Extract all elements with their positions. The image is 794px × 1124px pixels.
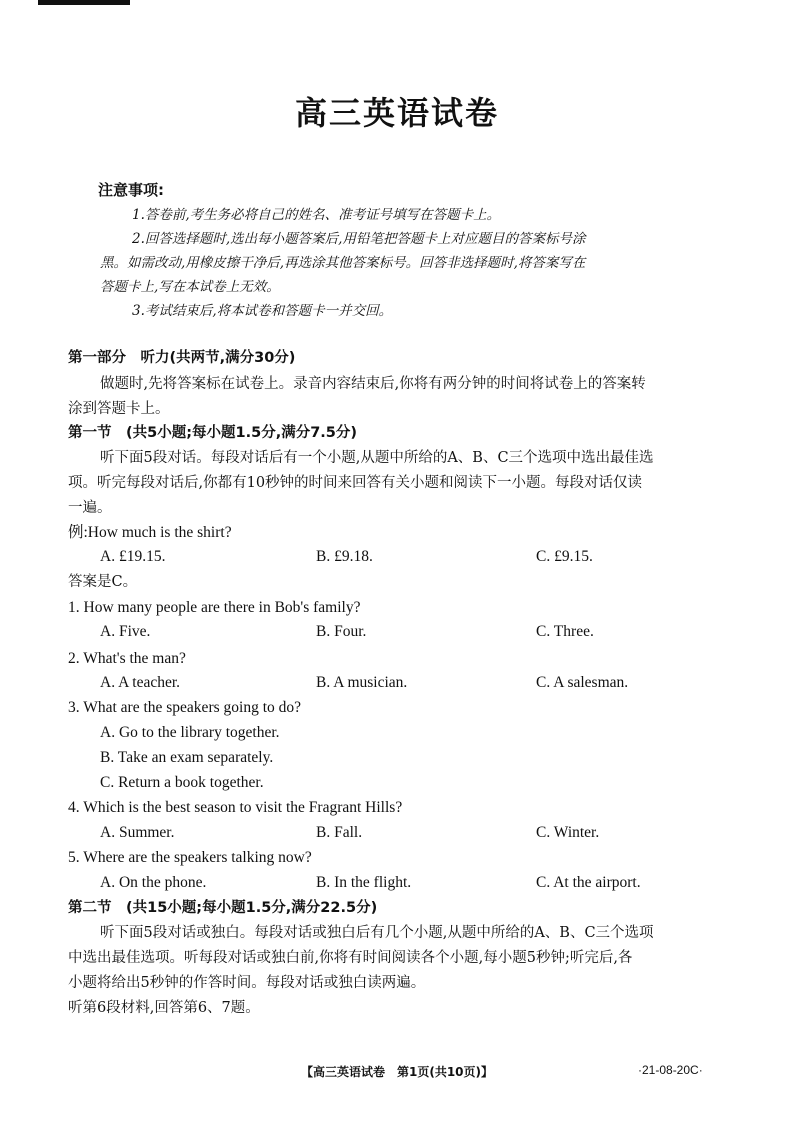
question-3: 3. What are the speakers going to do? bbox=[68, 699, 301, 716]
notice-line: 答题卡上,写在本试卷上无效。 bbox=[100, 279, 280, 295]
notice-heading: 注意事项: bbox=[98, 181, 164, 199]
section2-material: 听第6段材料,回答第6、7题。 bbox=[68, 1000, 260, 1016]
section1-intro-line: 听下面5段对话。每段对话后有一个小题,从题中所给的A、B、C三个选项中选出最佳选 bbox=[100, 450, 654, 466]
question-5-option-b: B. In the flight. bbox=[316, 874, 412, 891]
question-1-option-a: A. Five. bbox=[100, 623, 151, 640]
question-1-option-b: B. Four. bbox=[316, 623, 367, 640]
question-5: 5. Where are the speakers talking now? bbox=[68, 849, 312, 866]
page-footer: 【高三英语试卷 第1页(共10页)】 bbox=[300, 1065, 494, 1079]
question-3-option-c: C. Return a book together. bbox=[100, 774, 264, 791]
question-1: 1. How many people are there in Bob's family? bbox=[68, 599, 361, 616]
question-2-option-b: B. A musician. bbox=[316, 674, 408, 691]
part1-heading: 第一部分 听力(共两节,满分30分) bbox=[68, 350, 296, 366]
notice-line: 2.回答选择题时,选出每小题答案后,用铅笔把答题卡上对应题目的答案标号涂 bbox=[132, 231, 586, 247]
question-2: 2. What's the man? bbox=[68, 650, 186, 667]
section2-intro-line: 小题将给出5秒钟的作答时间。每段对话或独白读两遍。 bbox=[68, 975, 426, 991]
example-question: 例:How much is the shirt? bbox=[68, 524, 232, 541]
part1-intro-line: 做题时,先将答案标在试卷上。录音内容结束后,你将有两分钟的时间将试卷上的答案转 bbox=[100, 376, 646, 392]
section1-heading: 第一节 (共5小题;每小题1.5分,满分7.5分) bbox=[68, 425, 358, 441]
scan-edge-mark bbox=[38, 0, 130, 5]
question-4-option-b: B. Fall. bbox=[316, 824, 363, 841]
section1-intro-line: 一遍。 bbox=[68, 500, 112, 516]
notice-line: 1.答卷前,考生务必将自己的姓名、准考证号填写在答题卡上。 bbox=[132, 207, 501, 223]
example-answer: 答案是C。 bbox=[68, 574, 138, 590]
question-5-option-a: A. On the phone. bbox=[100, 874, 207, 891]
part1-intro-line: 涂到答题卡上。 bbox=[68, 401, 170, 417]
example-option-c: C. £9.15. bbox=[536, 548, 593, 565]
example-option-b: B. £9.18. bbox=[316, 548, 373, 565]
question-3-option-a: A. Go to the library together. bbox=[100, 724, 280, 741]
question-4-option-a: A. Summer. bbox=[100, 824, 175, 841]
example-option-a: A. £19.15. bbox=[100, 548, 166, 565]
section2-heading: 第二节 (共15小题;每小题1.5分,满分22.5分) bbox=[68, 900, 378, 916]
section2-intro-line: 听下面5段对话或独白。每段对话或独白后有几个小题,从题中所给的A、B、C三个选项 bbox=[100, 925, 654, 941]
notice-line: 黑。如需改动,用橡皮擦干净后,再选涂其他答案标号。回答非选择题时,将答案写在 bbox=[100, 255, 586, 271]
page-title: 高三英语试卷 bbox=[294, 94, 499, 132]
section2-intro-line: 中选出最佳选项。听每段对话或独白前,你将有时间阅读各个小题,每小题5秒钟;听完后,各 bbox=[68, 950, 633, 966]
notice-line: 3.考试结束后,将本试卷和答题卡一并交回。 bbox=[132, 303, 393, 319]
question-5-option-c: C. At the airport. bbox=[536, 874, 641, 891]
question-4: 4. Which is the best season to visit the Fragrant Hills? bbox=[68, 799, 403, 816]
question-4-option-c: C. Winter. bbox=[536, 824, 600, 841]
question-2-option-a: A. A teacher. bbox=[100, 674, 181, 691]
question-1-option-c: C. Three. bbox=[536, 623, 594, 640]
section1-intro-line: 项。听完每段对话后,你都有10秒钟的时间来回答有关小题和阅读下一小题。每段对话仅读 bbox=[68, 475, 643, 491]
question-3-option-b: B. Take an exam separately. bbox=[100, 749, 274, 766]
exam-code: ·21-08-20C· bbox=[638, 1063, 703, 1077]
question-2-option-c: C. A salesman. bbox=[536, 674, 629, 691]
